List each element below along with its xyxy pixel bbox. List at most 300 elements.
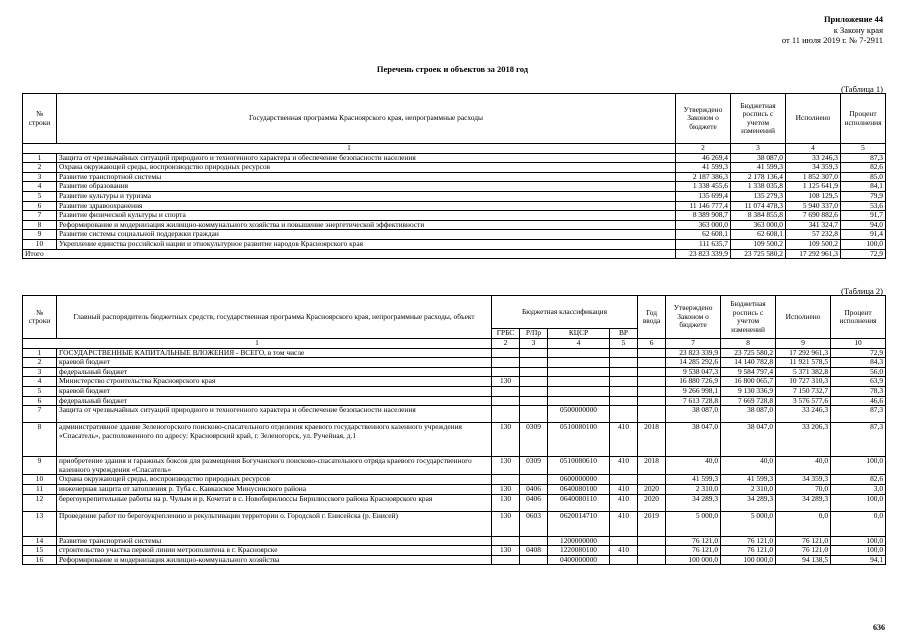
approved-value: 23 823 339,9: [666, 348, 721, 358]
row-number: 10: [23, 475, 57, 485]
t1-colnum: 4: [786, 144, 841, 154]
object-name: Проведение работ по берегоукреплению и рекультивации территории о. Городской г. Енисейска (р. Енисей): [57, 511, 492, 536]
t2-colnum: 1: [23, 339, 492, 349]
approved-value: 46 269,4: [676, 153, 731, 163]
kcsr-code: 0500000000: [548, 406, 610, 423]
t1-total-percent: 72,9: [841, 249, 886, 259]
t1-total-approved: 23 823 339,9: [676, 249, 731, 259]
commission-year: [638, 377, 666, 387]
grbs-code: [492, 536, 520, 546]
kcsr-code: 0400000000: [548, 555, 610, 565]
row-number: 8: [23, 220, 57, 230]
approved-value: 34 289,3: [666, 494, 721, 511]
object-name: Министерство строительства Красноярского края: [57, 377, 492, 387]
program-name: Укрепление единства российской нации и этнокультурное развитие народов Красноярского края: [57, 239, 676, 249]
percent-value: 84,3: [831, 358, 886, 368]
vr-code: 410: [610, 494, 638, 511]
commission-year: [638, 348, 666, 358]
table-row: [23, 406, 886, 423]
grbs-code: 130: [492, 511, 520, 536]
rpr-code: [520, 377, 548, 387]
commission-year: [638, 386, 666, 396]
kcsr-code: 0640080100: [548, 484, 610, 494]
row-number: 14: [23, 536, 57, 546]
table-row: [23, 201, 886, 211]
vr-code: 410: [610, 511, 638, 536]
percent-value: 78,3: [831, 386, 886, 396]
kcsr-code: [548, 396, 610, 406]
table-row: [23, 191, 886, 201]
approved-value: 38 087,0: [666, 406, 721, 423]
table-row: [23, 475, 886, 485]
percent-value: 46,6: [831, 396, 886, 406]
budget-value: 9 130 336,9: [721, 386, 776, 396]
approved-value: 38 047,0: [666, 423, 721, 457]
budget-value: 14 140 782,8: [721, 358, 776, 368]
t1-header-num: № строки: [23, 94, 57, 144]
t2-colnum: 2: [492, 339, 520, 349]
vr-code: [610, 396, 638, 406]
row-number: 9: [23, 457, 57, 475]
row-number: 3: [23, 172, 57, 182]
row-number: 3: [23, 367, 57, 377]
executed-value: 94 138,5: [776, 555, 831, 565]
grbs-code: 130: [492, 457, 520, 475]
percent-value: 100,0: [831, 546, 886, 556]
grbs-code: 130: [492, 423, 520, 457]
executed-value: 34 289,3: [776, 494, 831, 511]
vr-code: [610, 475, 638, 485]
appendix-title: Приложение 44: [823, 14, 883, 24]
table-row: [23, 536, 886, 546]
kcsr-code: 0510080610: [548, 457, 610, 475]
vr-code: [610, 348, 638, 358]
commission-year: [638, 475, 666, 485]
approved-value: 62 608,1: [676, 230, 731, 240]
vr-code: [610, 367, 638, 377]
percent-value: 100,0: [841, 239, 886, 249]
table1-label: (Таблица 1): [840, 84, 883, 94]
table-row: [23, 172, 886, 182]
executed-value: 34 359,3: [776, 475, 831, 485]
program-name: Охрана окружающей среды, воспроизводство природных ресурсов: [57, 163, 676, 173]
budget-value: 38 087,0: [721, 406, 776, 423]
row-number: 9: [23, 230, 57, 240]
t2-header-num: № строки: [23, 296, 57, 339]
vr-code: [610, 406, 638, 423]
vr-code: [610, 358, 638, 368]
object-name: Охрана окружающей среды, воспроизводство природных ресурсов: [57, 475, 492, 485]
approved-value: 14 285 292,6: [666, 358, 721, 368]
commission-year: 2018: [638, 457, 666, 475]
percent-value: 84,1: [841, 182, 886, 192]
budget-value: 38 087,0: [731, 153, 786, 163]
row-number: 2: [23, 163, 57, 173]
grbs-code: [492, 475, 520, 485]
rpr-code: 0406: [520, 484, 548, 494]
budget-value: 8 384 855,8: [731, 211, 786, 221]
row-number: 7: [23, 406, 57, 423]
program-name: Реформирование и модернизация жилищно-коммунального хозяйства и повышение энергетической эффективности: [57, 220, 676, 230]
rpr-code: [520, 367, 548, 377]
commission-year: 2020: [638, 494, 666, 511]
t2-header-year: Год ввода: [638, 296, 666, 339]
row-number: 15: [23, 546, 57, 556]
vr-code: 410: [610, 423, 638, 457]
percent-value: 100,0: [831, 536, 886, 546]
commission-year: [638, 367, 666, 377]
grbs-code: 130: [492, 546, 520, 556]
object-name: федеральный бюджет: [57, 367, 492, 377]
t1-header-executed: Исполнено: [786, 94, 841, 144]
approved-value: 363 000,0: [676, 220, 731, 230]
executed-value: 40,0: [776, 457, 831, 475]
row-number: 4: [23, 377, 57, 387]
row-number: 6: [23, 201, 57, 211]
budget-value: 1 338 035,8: [731, 182, 786, 192]
object-name: ГОСУДАРСТВЕННЫЕ КАПИТАЛЬНЫЕ ВЛОЖЕНИЯ - ВСЕГО, в том числе: [57, 348, 492, 358]
budget-value: 76 121,0: [721, 536, 776, 546]
table-row: [23, 555, 886, 565]
rpr-code: 0603: [520, 511, 548, 536]
row-number: 12: [23, 494, 57, 511]
program-name: Развитие образования: [57, 182, 676, 192]
budget-value: 100 000,0: [721, 555, 776, 565]
t2-colnum: 9: [776, 339, 831, 349]
program-name: Развитие системы социальной поддержки граждан: [57, 230, 676, 240]
vr-code: 410: [610, 484, 638, 494]
t2-header-vr: ВР: [610, 329, 638, 339]
approved-value: 2 187 386,3: [676, 172, 731, 182]
budget-value: 2 310,0: [721, 484, 776, 494]
kcsr-code: [548, 358, 610, 368]
row-number: 5: [23, 386, 57, 396]
commission-year: 2018: [638, 423, 666, 457]
percent-value: 87,3: [831, 406, 886, 423]
budget-value: 62 608,1: [731, 230, 786, 240]
executed-value: 33 246,3: [776, 406, 831, 423]
t2-header-executed: Исполнено: [776, 296, 831, 339]
table-1: [22, 93, 886, 259]
kcsr-code: 0640080110: [548, 494, 610, 511]
object-name: краевой бюджет: [57, 358, 492, 368]
executed-value: 1 852 307,0: [786, 172, 841, 182]
percent-value: 63,9: [831, 377, 886, 387]
t1-colnum: 5: [841, 144, 886, 154]
percent-value: 94,1: [831, 555, 886, 565]
row-number: 10: [23, 239, 57, 249]
commission-year: [638, 358, 666, 368]
object-name: Защита от чрезвычайных ситуаций природного и техногенного характера и обеспечение безопасности населения: [57, 406, 492, 423]
kcsr-code: [548, 348, 610, 358]
executed-value: 5 371 382,8: [776, 367, 831, 377]
approved-value: 8 389 908,7: [676, 211, 731, 221]
table-row: [23, 494, 886, 511]
rpr-code: [520, 358, 548, 368]
percent-value: 56,0: [831, 367, 886, 377]
t2-colnum: 8: [721, 339, 776, 349]
approved-value: 16 880 726,9: [666, 377, 721, 387]
rpr-code: [520, 386, 548, 396]
appendix-block: [782, 14, 883, 46]
approved-value: 40,0: [666, 457, 721, 475]
approved-value: 41 599,3: [676, 163, 731, 173]
t2-colnum: 7: [666, 339, 721, 349]
executed-value: 7 690 882,6: [786, 211, 841, 221]
executed-value: 70,0: [776, 484, 831, 494]
budget-value: 41 599,3: [731, 163, 786, 173]
program-name: Развитие транспортной системы: [57, 172, 676, 182]
t2-header-name: Главный распорядитель бюджетных средств, государственная программа Красноярского края, непрограммные расходы, объект: [57, 296, 492, 339]
table-row: [23, 423, 886, 457]
grbs-code: [492, 406, 520, 423]
executed-value: 76 121,0: [776, 546, 831, 556]
budget-value: 23 725 580,2: [721, 348, 776, 358]
t1-header-name: Государственная программа Красноярского края, непрограммные расходы: [57, 94, 676, 144]
t2-header-approved: Утверждено Законом о бюджете: [666, 296, 721, 339]
executed-value: 1 125 641,9: [786, 182, 841, 192]
object-name: строительство участка первой линии метрополитена в г. Красноярске: [57, 546, 492, 556]
object-name: Реформирование и модернизация жилищно-коммунального хозяйства: [57, 555, 492, 565]
table-row: [23, 546, 886, 556]
kcsr-code: 1200000000: [548, 536, 610, 546]
budget-value: 109 500,2: [731, 239, 786, 249]
grbs-code: [492, 555, 520, 565]
rpr-code: 0408: [520, 546, 548, 556]
table-row: [23, 348, 886, 358]
executed-value: 0,0: [776, 511, 831, 536]
table-row: [23, 163, 886, 173]
grbs-code: [492, 386, 520, 396]
t2-header-kcsr: КЦСР: [548, 329, 610, 339]
row-number: 8: [23, 423, 57, 457]
table-row: [23, 386, 886, 396]
t2-colnum: 3: [520, 339, 548, 349]
table-row: [23, 377, 886, 387]
executed-value: 11 921 578,5: [776, 358, 831, 368]
kcsr-code: [548, 367, 610, 377]
table-row: [23, 511, 886, 536]
grbs-code: 130: [492, 377, 520, 387]
budget-value: 5 000,0: [721, 511, 776, 536]
t1-header-budget: Бюджетная роспись с учетом изменений: [731, 94, 786, 144]
t1-header-approved: Утверждено Законом о бюджете: [676, 94, 731, 144]
executed-value: 10 727 310,3: [776, 377, 831, 387]
t2-header-rpr: Р/Пр: [520, 329, 548, 339]
executed-value: 76 121,0: [776, 536, 831, 546]
table-row: [23, 220, 886, 230]
table-row: [23, 367, 886, 377]
executed-value: 3 576 577,6: [776, 396, 831, 406]
kcsr-code: 0510080100: [548, 423, 610, 457]
row-number: 5: [23, 191, 57, 201]
object-name: Развитие транспортной системы: [57, 536, 492, 546]
grbs-code: 130: [492, 494, 520, 511]
percent-value: 91,7: [841, 211, 886, 221]
table-row: [23, 230, 886, 240]
program-name: Развитие здравоохранения: [57, 201, 676, 211]
t1-header-percent: Процент исполнения: [841, 94, 886, 144]
approved-value: 41 599,3: [666, 475, 721, 485]
vr-code: [610, 386, 638, 396]
rpr-code: [520, 475, 548, 485]
table-2: [22, 295, 886, 565]
percent-value: 82,6: [831, 475, 886, 485]
budget-value: 9 584 797,4: [721, 367, 776, 377]
budget-value: 2 178 136,4: [731, 172, 786, 182]
object-name: приобретение здания и гаражных боксов для размещения Богучанского поисково-спасательного отряда краевого государственного казенного учреждения «Спасатель»: [57, 457, 492, 475]
executed-value: 5 940 337,0: [786, 201, 841, 211]
kcsr-code: 0600000000: [548, 475, 610, 485]
t1-colnum: 2: [676, 144, 731, 154]
table-row: [23, 358, 886, 368]
approved-value: 9 266 998,1: [666, 386, 721, 396]
approved-value: 9 538 047,3: [666, 367, 721, 377]
program-name: Развитие культуры и туризма: [57, 191, 676, 201]
executed-value: 57 232,8: [786, 230, 841, 240]
t1-colnum: 1: [23, 144, 676, 154]
approved-value: 11 146 777,4: [676, 201, 731, 211]
table-row: [23, 457, 886, 475]
kcsr-code: 0620014710: [548, 511, 610, 536]
rpr-code: [520, 555, 548, 565]
rpr-code: [520, 348, 548, 358]
row-number: 16: [23, 555, 57, 565]
commission-year: 2020: [638, 484, 666, 494]
table-row: [23, 153, 886, 163]
commission-year: [638, 546, 666, 556]
percent-value: 72,9: [831, 348, 886, 358]
percent-value: 82,6: [841, 163, 886, 173]
percent-value: 85,0: [841, 172, 886, 182]
commission-year: [638, 396, 666, 406]
percent-value: 79,9: [841, 191, 886, 201]
appendix-law: к Закону края: [833, 24, 883, 35]
t1-total-label: Итого: [23, 249, 676, 259]
approved-value: 76 121,0: [666, 536, 721, 546]
grbs-code: [492, 358, 520, 368]
approved-value: 5 000,0: [666, 511, 721, 536]
t2-colnum: 6: [638, 339, 666, 349]
object-name: берегоукрепительные работы на р. Чулым и р. Кочетат в с. Новобирилюссы Бирилюсского района Красноярского края: [57, 494, 492, 511]
percent-value: 0,0: [831, 511, 886, 536]
budget-value: 76 121,0: [721, 546, 776, 556]
vr-code: [610, 536, 638, 546]
table-row: [23, 396, 886, 406]
approved-value: 2 310,0: [666, 484, 721, 494]
budget-value: 41 599,3: [721, 475, 776, 485]
approved-value: 1 338 455,6: [676, 182, 731, 192]
percent-value: 94,0: [841, 220, 886, 230]
t2-header-classification: Бюджетная классификация: [492, 296, 638, 329]
appendix-date: от 11 июля 2019 г. № 7-2911: [781, 35, 883, 45]
page-title: Перечень строек и объектов за 2018 год: [376, 64, 529, 74]
executed-value: 341 324,7: [786, 220, 841, 230]
row-number: 6: [23, 396, 57, 406]
budget-value: 363 000,0: [731, 220, 786, 230]
t2-header-grbs: ГРБС: [492, 329, 520, 339]
t1-total-budget: 23 725 580,2: [731, 249, 786, 259]
executed-value: 108 129,5: [786, 191, 841, 201]
rpr-code: [520, 536, 548, 546]
t2-colnum: 5: [610, 339, 638, 349]
object-name: инженерная защита от затопления р. Туба с. Кавказское Минусинского района: [57, 484, 492, 494]
table-row: [23, 239, 886, 249]
rpr-code: 0309: [520, 457, 548, 475]
budget-value: 38 047,0: [721, 423, 776, 457]
t2-colnum: 10: [831, 339, 886, 349]
row-number: 4: [23, 182, 57, 192]
approved-value: 135 699,4: [676, 191, 731, 201]
executed-value: 7 150 732,7: [776, 386, 831, 396]
t2-colnum: 4: [548, 339, 610, 349]
kcsr-code: [548, 377, 610, 387]
executed-value: 109 500,2: [786, 239, 841, 249]
row-number: 1: [23, 348, 57, 358]
grbs-code: [492, 367, 520, 377]
object-name: административное здание Зеленогорского поисково-спасательного отделения краевого государственного казенного учреждения «Спасатель», расположенного по адресу: Красноярский край, г. Зеленогорск, ул. Ручейная, д.1: [57, 423, 492, 457]
percent-value: 87,3: [841, 153, 886, 163]
vr-code: [610, 377, 638, 387]
row-number: 2: [23, 358, 57, 368]
page-number: 636: [873, 623, 885, 632]
percent-value: 53,6: [841, 201, 886, 211]
kcsr-code: 1220080100: [548, 546, 610, 556]
executed-value: 33 206,3: [776, 423, 831, 457]
percent-value: 3,0: [831, 484, 886, 494]
t2-header-percent: Процент исполнения: [831, 296, 886, 339]
program-name: Развитие физической культуры и спорта: [57, 211, 676, 221]
t1-colnum: 3: [731, 144, 786, 154]
percent-value: 100,0: [831, 457, 886, 475]
approved-value: 76 121,0: [666, 546, 721, 556]
commission-year: [638, 555, 666, 565]
row-number: 13: [23, 511, 57, 536]
budget-value: 7 669 728,8: [721, 396, 776, 406]
program-name: Защита от чрезвычайных ситуаций природного и техногенного характера и обеспечение безопасности населения: [57, 153, 676, 163]
percent-value: 100,0: [831, 494, 886, 511]
rpr-code: 0309: [520, 423, 548, 457]
budget-value: 40,0: [721, 457, 776, 475]
budget-value: 11 074 478,3: [731, 201, 786, 211]
t1-total-executed: 17 292 961,3: [786, 249, 841, 259]
vr-code: 410: [610, 546, 638, 556]
rpr-code: 0406: [520, 494, 548, 511]
table2-label: (Таблица 2): [840, 286, 883, 296]
t2-header-budget: Бюджетная роспись с учетом изменений: [721, 296, 776, 339]
commission-year: [638, 406, 666, 423]
approved-value: 111 635,7: [676, 239, 731, 249]
row-number: 7: [23, 211, 57, 221]
commission-year: [638, 536, 666, 546]
percent-value: 87,3: [831, 423, 886, 457]
table-row: [23, 484, 886, 494]
executed-value: 17 292 961,3: [776, 348, 831, 358]
kcsr-code: [548, 386, 610, 396]
approved-value: 7 613 728,8: [666, 396, 721, 406]
table-row: [23, 182, 886, 192]
rpr-code: [520, 396, 548, 406]
budget-value: 16 800 065,7: [721, 377, 776, 387]
executed-value: 33 246,3: [786, 153, 841, 163]
vr-code: 410: [610, 457, 638, 475]
percent-value: 91,4: [841, 230, 886, 240]
budget-value: 135 279,3: [731, 191, 786, 201]
rpr-code: [520, 406, 548, 423]
budget-value: 34 289,3: [721, 494, 776, 511]
vr-code: [610, 555, 638, 565]
object-name: федеральный бюджет: [57, 396, 492, 406]
